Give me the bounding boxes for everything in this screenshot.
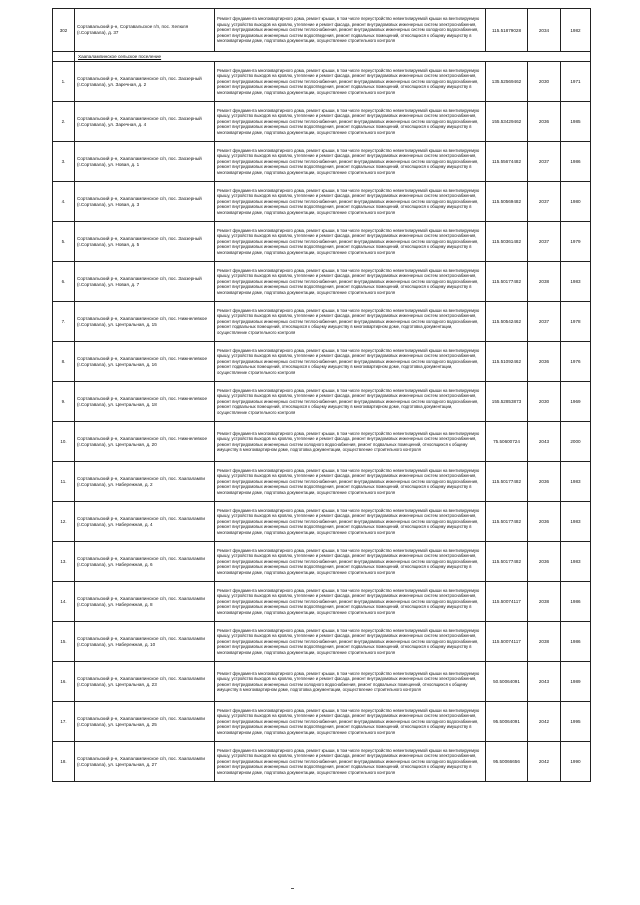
build-year-cell: 1982: [561, 9, 591, 52]
section-title: Хаапалампинское сельское поселение: [75, 52, 591, 62]
address-cell: Сортавальский р-н, Хаапалампинское с/п, пос. Хаапалампи (г.Сортавала), ул. Набережная, д. 2: [75, 462, 215, 502]
table-row: [53, 702, 591, 742]
table-row: [53, 302, 591, 342]
build-year-cell: 1986: [561, 582, 591, 622]
row-number: 7.: [53, 302, 75, 342]
address-cell: Сортавальский р-н, Хаапалампинское с/п, пос. Нижнелевкое (г.Сортавала), ул. Центральная, д. 16: [75, 342, 215, 382]
build-year-cell: 1980: [561, 182, 591, 222]
planned-year-cell: 2037: [528, 302, 561, 342]
planned-year-cell: 2037: [528, 222, 561, 262]
work-description-cell: Ремонт фундамента многоквартирного дома, ремонт крыши, в том числе переустройство невентилируемой крыши на вентилируемую крышу, устройство выходов на кровлю, утепление и ремонт фасада, ремонт внутридомовых инженерных систем электроснабжения, ремонт внутридомовых инженерных систем теплоснабжения, ремонт внутридомовых инженерных систем холодного водоснабжения, ремонт подвальных помещений, относящихся к общему имуществу в многоквартирном доме, подготовка документации, осуществление строительного контроля: [215, 302, 486, 342]
work-description-cell: Ремонт фундамента многоквартирного дома, ремонт крыши, в том числе переустройство невентилируемой крыши на вентилируемую крышу, устройство выходов на кровлю, утепление и ремонт фасада, ремонт внутридомовых инженерных систем электроснабжения, ремонт внутридомовых инженерных систем теплоснабжения, ремонт внутридомовых инженерных систем холодного водоснабжения, ремонт внутридомовых инженерных систем водоотведения, ремонт подвальных помещений, относящихся к общему имуществу в многоквартирном доме, подготовка документации, осуществление строительного контроля: [215, 502, 486, 542]
row-number: 18.: [53, 742, 75, 782]
build-year-cell: 1979: [561, 222, 591, 262]
address-cell: Сортавальский р-н, Хаапалампинское с/п, пос. Хаапалампи (г.Сортавала), ул. Центральная, д. 23: [75, 662, 215, 702]
address-cell: Сортавальский р-н, Сортавальское г/п, пос. Хелюля (г.Сортавала), д. 37: [75, 9, 215, 52]
cost-cell: 115.50177482: [486, 462, 528, 502]
address-cell: Сортавальский р-н, Хаапалампинское с/п, пос. Хаапалампи (г.Сортавала), ул. Набережная, д. 4: [75, 502, 215, 542]
cost-cell: 50.50064091: [486, 662, 528, 702]
work-description-cell: Ремонт фундамента многоквартирного дома, ремонт крыши, в том числе переустройство невентилируемой крыши на вентилируемую крышу, устройство выходов на кровлю, утепление и ремонт фасада, ремонт внутридомовых инженерных систем электроснабжения, ремонт внутридомовых инженерных систем теплоснабжения, ремонт внутридомовых инженерных систем холодного водоснабжения, ремонт внутридомовых инженерных систем водоотведения, ремонт подвальных помещений, относящихся к общему имуществу в многоквартирном доме, подготовка документации, осуществление строительного контроля: [215, 102, 486, 142]
table-row: [53, 9, 591, 52]
row-number: 16.: [53, 662, 75, 702]
planned-year-cell: 2038: [528, 582, 561, 622]
cost-cell: 115.50074117: [486, 622, 528, 662]
address-cell: Сортавальский р-н, Хаапалампинское с/п, пос. Заозерный (г.Сортавала), ул. Новая, д. 3: [75, 182, 215, 222]
scan-mark: [291, 888, 294, 889]
table-row: [53, 102, 591, 142]
row-number: 10.: [53, 422, 75, 462]
planned-year-cell: 2043: [528, 662, 561, 702]
build-year-cell: 1990: [561, 742, 591, 782]
address-cell: Сортавальский р-н, Хаапалампинское с/п, пос. Заозерный (г.Сортавала), ул. Новая, д. 5: [75, 222, 215, 262]
table-row: [53, 742, 591, 782]
address-cell: Сортавальский р-н, Хаапалампинское с/п, пос. Хаапалампи (г.Сортавала), ул. Набережная, д. 8: [75, 582, 215, 622]
table-body: [53, 9, 591, 782]
table-row: [53, 342, 591, 382]
build-year-cell: 1983: [561, 462, 591, 502]
table-row: [53, 582, 591, 622]
table-row: [53, 622, 591, 662]
address-cell: Сортавальский р-н, Хаапалампинское с/п, пос. Заозерный (г.Сортавала), ул. Заречная, д. 2: [75, 62, 215, 102]
address-cell: Сортавальский р-н, Хаапалампинское с/п, пос. Заозерный (г.Сортавала), ул. Новая, д. 1: [75, 142, 215, 182]
build-year-cell: 1989: [561, 662, 591, 702]
address-cell: Сортавальский р-н, Хаапалампинское с/п, пос. Заозерный (г.Сортавала), ул. Заречная, д. 4: [75, 102, 215, 142]
work-description-cell: Ремонт фундамента многоквартирного дома, ремонт крыши, в том числе переустройство невентилируемой крыши на вентилируемую крышу, устройство выходов на кровлю, утепление и ремонт фасада, ремонт внутридомовых инженерных систем электроснабжения, ремонт внутридомовых инженерных систем теплоснабжения, ремонт внутридомовых инженерных систем холодного водоснабжения, ремонт внутридомовых инженерных систем водоотведения, ремонт подвальных помещений, относящихся к общему имуществу в многоквартирном доме, подготовка документации, осуществление строительного контроля: [215, 222, 486, 262]
work-description-cell: Ремонт фундамента многоквартирного дома, ремонт крыши, в том числе переустройство невентилируемой крыши на вентилируемую крышу, устройство выходов на кровлю, утепление и ремонт фасада, ремонт внутридомовых инженерных систем электроснабжения, ремонт внутридомовых инженерных систем теплоснабжения, ремонт внутридомовых инженерных систем холодного водоснабжения, ремонт внутридомовых инженерных систем водоотведения, ремонт подвальных помещений, относящихся к общему имуществу в многоквартирном доме, подготовка документации, осуществление строительного контроля: [215, 742, 486, 782]
row-number: 6.: [53, 262, 75, 302]
work-description-cell: Ремонт фундамента многоквартирного дома, ремонт крыши, в том числе переустройство невентилируемой крыши на вентилируемую крышу, устройство выходов на кровлю, утепление и ремонт фасада, ремонт внутридомовых инженерных систем электроснабжения, ремонт внутридомовых инженерных систем теплоснабжения, ремонт внутридомовых инженерных систем холодного водоснабжения, ремонт внутридомовых инженерных систем водоотведения, ремонт подвальных помещений, относящихся к общему имуществу в многоквартирном доме, подготовка документации, осуществление строительного контроля: [215, 462, 486, 502]
cost-cell: 115.51092462: [486, 342, 528, 382]
row-number: 1.: [53, 62, 75, 102]
section-number-cell: [53, 52, 75, 62]
table-row: [53, 462, 591, 502]
row-number: 11.: [53, 462, 75, 502]
planned-year-cell: 2030: [528, 62, 561, 102]
work-description-cell: Ремонт фундамента многоквартирного дома, ремонт крыши, в том числе переустройство невентилируемой крыши на вентилируемую крышу, устройство выходов на кровлю, утепление и ремонт фасада, ремонт внутридомовых инженерных систем электроснабжения, ремонт внутридомовых инженерных систем теплоснабжения, ремонт внутридомовых инженерных систем холодного водоснабжения, ремонт внутридомовых инженерных систем водоотведения, ремонт подвальных помещений, относящихся к общему имуществу в многоквартирном доме, подготовка документации, осуществление строительного контроля: [215, 582, 486, 622]
row-number: 2.: [53, 102, 75, 142]
address-cell: Сортавальский р-н, Хаапалампинское с/п, пос. Нижнелевкое (г.Сортавала), ул. Центральная, д. 15: [75, 302, 215, 342]
work-description-cell: Ремонт фундамента многоквартирного дома, ремонт крыши, в том числе переустройство невентилируемой крыши на вентилируемую крышу, устройство выходов на кровлю, утепление и ремонт фасада, ремонт внутридомовых инженерных систем электроснабжения, ремонт внутридомовых инженерных систем теплоснабжения, ремонт внутридомовых инженерных систем холодного водоснабжения, ремонт внутридомовых инженерных систем водоотведения, ремонт подвальных помещений, относящихся к общему имуществу в многоквартирном доме, подготовка документации, осуществление строительного контроля: [215, 62, 486, 102]
row-number: 5.: [53, 222, 75, 262]
table-row: [53, 662, 591, 702]
cost-cell: 115.50542462: [486, 302, 528, 342]
build-year-cell: 1976: [561, 342, 591, 382]
build-year-cell: 1986: [561, 622, 591, 662]
row-number: 302: [53, 9, 75, 52]
address-cell: Сортавальский р-н, Хаапалампинское с/п, пос. Хаапалампи (г.Сортавала), ул. Набережная, д. 6: [75, 542, 215, 582]
row-number: 3.: [53, 142, 75, 182]
planned-year-cell: 2043: [528, 422, 561, 462]
work-description-cell: Ремонт фундамента многоквартирного дома, ремонт крыши, в том числе переустройство невентилируемой крыши на вентилируемую крышу, устройство выходов на кровлю, утепление и ремонт фасада, ремонт внутридомовых инженерных систем электроснабжения, ремонт внутридомовых инженерных систем теплоснабжения, ремонт внутридомовых инженерных систем холодного водоснабжения, ремонт внутридомовых инженерных систем водоотведения, ремонт подвальных помещений, относящихся к общему имуществу в многоквартирном доме, подготовка документации, осуществление строительного контроля: [215, 9, 486, 52]
cost-cell: 95.50066656: [486, 742, 528, 782]
table-row: [53, 222, 591, 262]
address-cell: Сортавальский р-н, Хаапалампинское с/п, пос. Хаапалампи (г.Сортавала), ул. Центральная, д. 27: [75, 742, 215, 782]
planned-year-cell: 2037: [528, 182, 561, 222]
table-row: [53, 502, 591, 542]
cost-cell: 75.50600724: [486, 422, 528, 462]
work-description-cell: Ремонт фундамента многоквартирного дома, ремонт крыши, в том числе переустройство невентилируемой крыши на вентилируемую крышу, устройство выходов на кровлю, утепление и ремонт фасада, ремонт внутридомовых инженерных систем электроснабжения, ремонт внутридомовых инженерных систем теплоснабжения, ремонт внутридомовых инженерных систем холодного водоснабжения, ремонт внутридомовых инженерных систем водоотведения, ремонт подвальных помещений, относящихся к общему имуществу в многоквартирном доме, подготовка документации, осуществление строительного контроля: [215, 142, 486, 182]
row-number: 15.: [53, 622, 75, 662]
planned-year-cell: 2034: [528, 9, 561, 52]
table-row: [53, 422, 591, 462]
planned-year-cell: 2038: [528, 622, 561, 662]
work-description-cell: Ремонт фундамента многоквартирного дома, ремонт крыши, в том числе переустройство невентилируемой крыши на вентилируемую крышу, устройство выходов на кровлю, утепление и ремонт фасада, ремонт внутридомовых инженерных систем электроснабжения, ремонт внутридомовых инженерных систем холодного водоснабжения, ремонт подвальных помещений, относящихся к общему имуществу в многоквартирном доме, подготовка документации, осуществление строительного контроля: [215, 422, 486, 462]
row-number: 9.: [53, 382, 75, 422]
table-row: [53, 182, 591, 222]
table-row: [53, 382, 591, 422]
planned-year-cell: 2036: [528, 102, 561, 142]
build-year-cell: 1983: [561, 542, 591, 582]
cost-cell: 115.50177482: [486, 262, 528, 302]
cost-cell: 115.50177482: [486, 502, 528, 542]
address-cell: Сортавальский р-н, Хаапалампинское с/п, пос. Нижнелевкое (г.Сортавала), ул. Центральная, д. 18: [75, 382, 215, 422]
section-header-row: [53, 52, 591, 62]
build-year-cell: 1983: [561, 502, 591, 542]
work-description-cell: Ремонт фундамента многоквартирного дома, ремонт крыши, в том числе переустройство невентилируемой крыши на вентилируемую крышу, устройство выходов на кровлю, утепление и ремонт фасада, ремонт внутридомовых инженерных систем электроснабжения, ремонт внутридомовых инженерных систем теплоснабжения, ремонт внутридомовых инженерных систем холодного водоснабжения, ремонт подвальных помещений, относящихся к общему имуществу в многоквартирном доме, подготовка документации, осуществление строительного контроля: [215, 382, 486, 422]
planned-year-cell: 2030: [528, 382, 561, 422]
planned-year-cell: 2042: [528, 702, 561, 742]
row-number: 12.: [53, 502, 75, 542]
table-row: [53, 542, 591, 582]
planned-year-cell: 2042: [528, 742, 561, 782]
cost-cell: 155.53429462: [486, 102, 528, 142]
cost-cell: 115.50177482: [486, 542, 528, 582]
row-number: 13.: [53, 542, 75, 582]
address-cell: Сортавальский р-н, Хаапалампинское с/п, пос. Хаапалампи (г.Сортавала), ул. Набережная, д. 10: [75, 622, 215, 662]
build-year-cell: 1969: [561, 382, 591, 422]
cost-cell: 135.52569462: [486, 62, 528, 102]
cost-cell: 95.50064091: [486, 702, 528, 742]
repair-register-table: [52, 8, 591, 782]
address-cell: Сортавальский р-н, Хаапалампинское с/п, пос. Заозерный (г.Сортавала), ул. Новая, д. 7: [75, 262, 215, 302]
work-description-cell: Ремонт фундамента многоквартирного дома, ремонт крыши, в том числе переустройство невентилируемой крыши на вентилируемую крышу, устройство выходов на кровлю, утепление и ремонт фасада, ремонт внутридомовых инженерных систем электроснабжения, ремонт внутридомовых инженерных систем теплоснабжения, ремонт внутридомовых инженерных систем холодного водоснабжения, ремонт внутридомовых инженерных систем водоотведения, ремонт подвальных помещений, относящихся к общему имуществу в многоквартирном доме, подготовка документации, осуществление строительного контроля: [215, 182, 486, 222]
planned-year-cell: 2036: [528, 542, 561, 582]
cost-cell: 115.50361482: [486, 222, 528, 262]
table-row: [53, 142, 591, 182]
work-description-cell: Ремонт фундамента многоквартирного дома, ремонт крыши, в том числе переустройство невентилируемой крыши на вентилируемую крышу, устройство выходов на кровлю, утепление и ремонт фасада, ремонт внутридомовых инженерных систем электроснабжения, ремонт внутридомовых инженерных систем теплоснабжения, ремонт внутридомовых инженерных систем холодного водоснабжения, ремонт внутридомовых инженерных систем водоотведения, ремонт подвальных помещений, относящихся к общему имуществу в многоквартирном доме, подготовка документации, осуществление строительного контроля: [215, 702, 486, 742]
table-row: [53, 262, 591, 302]
planned-year-cell: 2038: [528, 262, 561, 302]
build-year-cell: 1985: [561, 102, 591, 142]
work-description-cell: Ремонт фундамента многоквартирного дома, ремонт крыши, в том числе переустройство невентилируемой крыши на вентилируемую крышу, устройство выходов на кровлю, утепление и ремонт фасада, ремонт внутридомовых инженерных систем электроснабжения, ремонт внутридомовых инженерных систем теплоснабжения, ремонт внутридомовых инженерных систем холодного водоснабжения, ремонт внутридомовых инженерных систем водоотведения, ремонт подвальных помещений, относящихся к общему имуществу в многоквартирном доме, подготовка документации, осуществление строительного контроля: [215, 622, 486, 662]
row-number: 4.: [53, 182, 75, 222]
row-number: 17.: [53, 702, 75, 742]
build-year-cell: 1995: [561, 702, 591, 742]
cost-cell: 115.55674482: [486, 142, 528, 182]
build-year-cell: 1978: [561, 302, 591, 342]
table-row: [53, 62, 591, 102]
build-year-cell: 1986: [561, 142, 591, 182]
planned-year-cell: 2037: [528, 142, 561, 182]
cost-cell: 115.51879028: [486, 9, 528, 52]
work-description-cell: Ремонт фундамента многоквартирного дома, ремонт крыши, в том числе переустройство невентилируемой крыши на вентилируемую крышу, устройство выходов на кровлю, утепление и ремонт фасада, ремонт внутридомовых инженерных систем электроснабжения, ремонт внутридомовых инженерных систем холодного водоснабжения, ремонт подвальных помещений, относящихся к общему имуществу в многоквартирном доме, подготовка документации, осуществление строительного контроля: [215, 662, 486, 702]
planned-year-cell: 2036: [528, 462, 561, 502]
build-year-cell: 2000: [561, 422, 591, 462]
work-description-cell: Ремонт фундамента многоквартирного дома, ремонт крыши, в том числе переустройство невентилируемой крыши на вентилируемую крышу, устройство выходов на кровлю, утепление и ремонт фасада, ремонт внутридомовых инженерных систем электроснабжения, ремонт внутридомовых инженерных систем теплоснабжения, ремонт внутридомовых инженерных систем холодного водоснабжения, ремонт подвальных помещений, относящихся к общему имуществу в многоквартирном доме, подготовка документации, осуществление строительного контроля: [215, 342, 486, 382]
address-cell: Сортавальский р-н, Хаапалампинское с/п, пос. Хаапалампи (г.Сортавала), ул. Центральная, д. 25: [75, 702, 215, 742]
cost-cell: 115.50074117: [486, 582, 528, 622]
row-number: 8.: [53, 342, 75, 382]
planned-year-cell: 2036: [528, 342, 561, 382]
cost-cell: 155.52853873: [486, 382, 528, 422]
address-cell: Сортавальский р-н, Хаапалампинское с/п, пос. Нижнелевкое (г.Сортавала), ул. Центральная, д. 20: [75, 422, 215, 462]
row-number: 14.: [53, 582, 75, 622]
work-description-cell: Ремонт фундамента многоквартирного дома, ремонт крыши, в том числе переустройство невентилируемой крыши на вентилируемую крышу, устройство выходов на кровлю, утепление и ремонт фасада, ремонт внутридомовых инженерных систем электроснабжения, ремонт внутридомовых инженерных систем теплоснабжения, ремонт внутридомовых инженерных систем холодного водоснабжения, ремонт внутридомовых инженерных систем водоотведения, ремонт подвальных помещений, относящихся к общему имуществу в многоквартирном доме, подготовка документации, осуществление строительного контроля: [215, 542, 486, 582]
work-description-cell: Ремонт фундамента многоквартирного дома, ремонт крыши, в том числе переустройство невентилируемой крыши на вентилируемую крышу, устройство выходов на кровлю, утепление и ремонт фасада, ремонт внутридомовых инженерных систем электроснабжения, ремонт внутридомовых инженерных систем теплоснабжения, ремонт внутридомовых инженерных систем холодного водоснабжения, ремонт внутридомовых инженерных систем водоотведения, ремонт подвальных помещений, относящихся к общему имуществу в многоквартирном доме, подготовка документации, осуществление строительного контроля: [215, 262, 486, 302]
build-year-cell: 1983: [561, 262, 591, 302]
build-year-cell: 1971: [561, 62, 591, 102]
cost-cell: 115.50569482: [486, 182, 528, 222]
planned-year-cell: 2036: [528, 502, 561, 542]
